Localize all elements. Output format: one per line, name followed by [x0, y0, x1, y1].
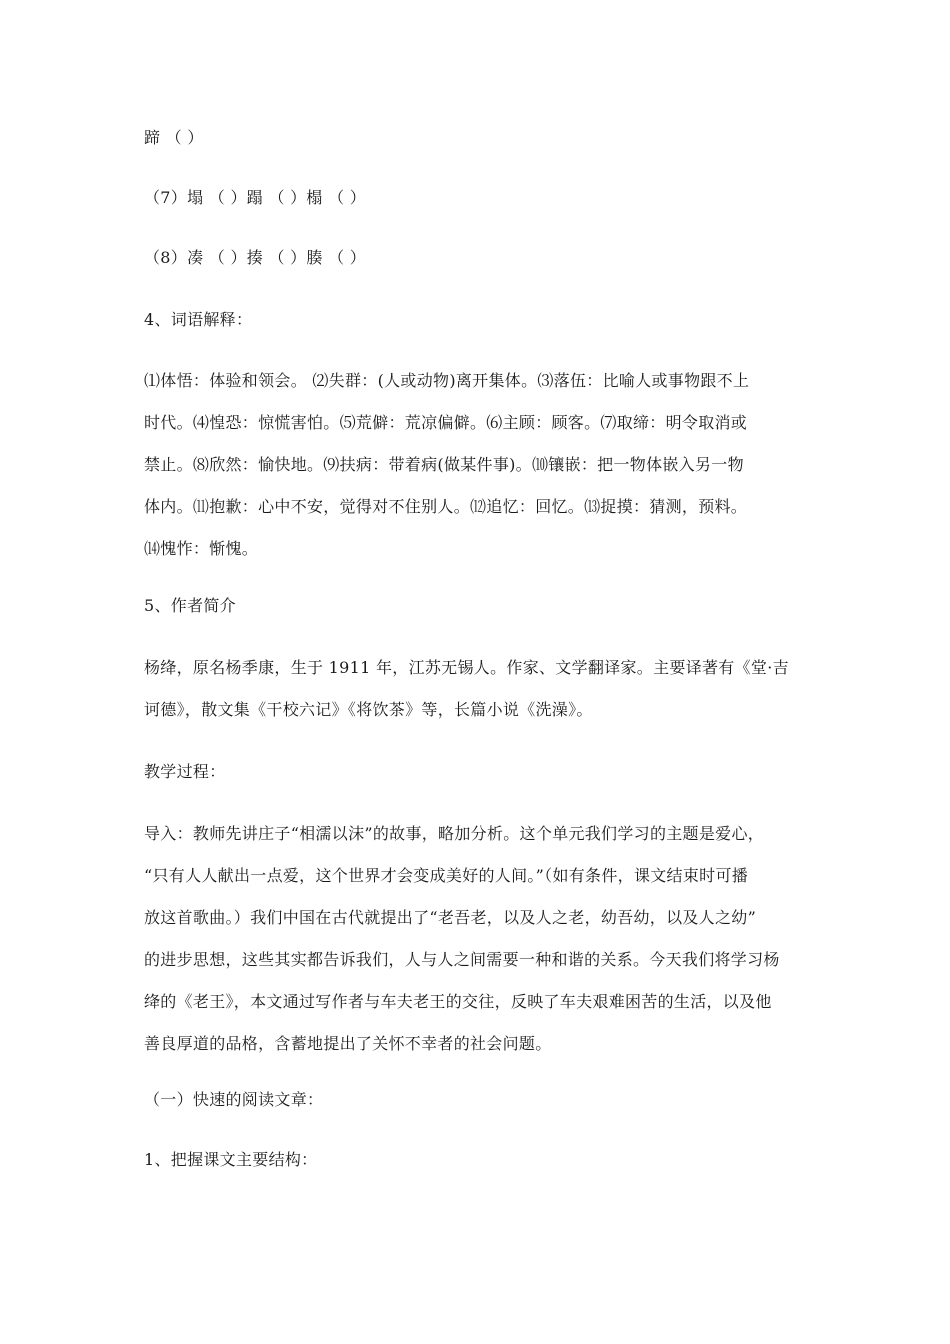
- vocabulary-line: ⒁愧怍：惭愧。: [144, 539, 259, 558]
- subsection-heading-structure: 1、把握课文主要结构：: [144, 1150, 318, 1169]
- author-paragraph: [144, 647, 824, 731]
- author-line: 诃德》，散文集《干校六记》《将饮茶》等，长篇小说《洗澡》。: [144, 700, 593, 719]
- introduction-line: 善良厚道的品格，含蓄地提出了关怀不幸者的社会问题。: [144, 1034, 552, 1053]
- introduction-line: 导入：教师先讲庄子“相濡以沫”的故事，略加分析。这个单元我们学习的主题是爱心，: [144, 824, 765, 843]
- vocabulary-line: 禁止。⑻欣然：愉快地。⑼扶病：带着病(做某件事)。⑽镶嵌：把一物体嵌入另一物: [144, 455, 744, 474]
- introduction-paragraph: [144, 813, 824, 1065]
- vocabulary-line: 时代。⑷惶恐：惊慌害怕。⑸荒僻：荒凉偏僻。⑹主顾：顾客。⑺取缔：明令取消或: [144, 413, 748, 432]
- exercise-line-8: （8）凑 （ ）揍 （ ）腠 （ ）: [144, 248, 367, 267]
- introduction-line: 绛的《老王》，本文通过写作者与车夫老王的交往，反映了车夫艰难困苦的生活，以及他: [144, 992, 772, 1011]
- vocabulary-line: ⑴体悟：体验和领会。 ⑵失群：(人或动物)离开集体。⑶落伍：比喻人或事物跟不上: [144, 371, 750, 390]
- exercise-line-6-continued: 蹄 （ ）: [144, 128, 204, 147]
- section-heading-author: 5、作者简介: [144, 596, 236, 615]
- subsection-heading-quick-reading: （一）快速的阅读文章：: [144, 1090, 324, 1109]
- author-line: 杨绛，原名杨季康，生于 1911 年，江苏无锡人。作家、文学翻译家。主要译著有《堂·吉: [144, 658, 789, 677]
- introduction-line: 放这首歌曲。）我们中国在古代就提出了“老吾老，以及人之老，幼吾幼，以及人之幼”: [144, 908, 757, 927]
- introduction-line: “只有人人献出一点爱，这个世界才会变成美好的人间。”（如有条件，课文结束时可播: [144, 866, 749, 885]
- section-heading-teaching-process: 教学过程：: [144, 762, 226, 781]
- introduction-line: 的进步思想，这些其实都告诉我们，人与人之间需要一种和谐的关系。今天我们将学习杨: [144, 950, 780, 969]
- exercise-line-7: （7）塌 （ ）蹋 （ ）榻 （ ）: [144, 188, 367, 207]
- vocabulary-paragraph: [144, 360, 824, 570]
- section-heading-vocabulary: 4、词语解释：: [144, 310, 253, 329]
- vocabulary-line: 体内。⑾抱歉：心中不安，觉得对不住别人。⑿追忆：回忆。⒀捉摸：猜测，预料。: [144, 497, 748, 516]
